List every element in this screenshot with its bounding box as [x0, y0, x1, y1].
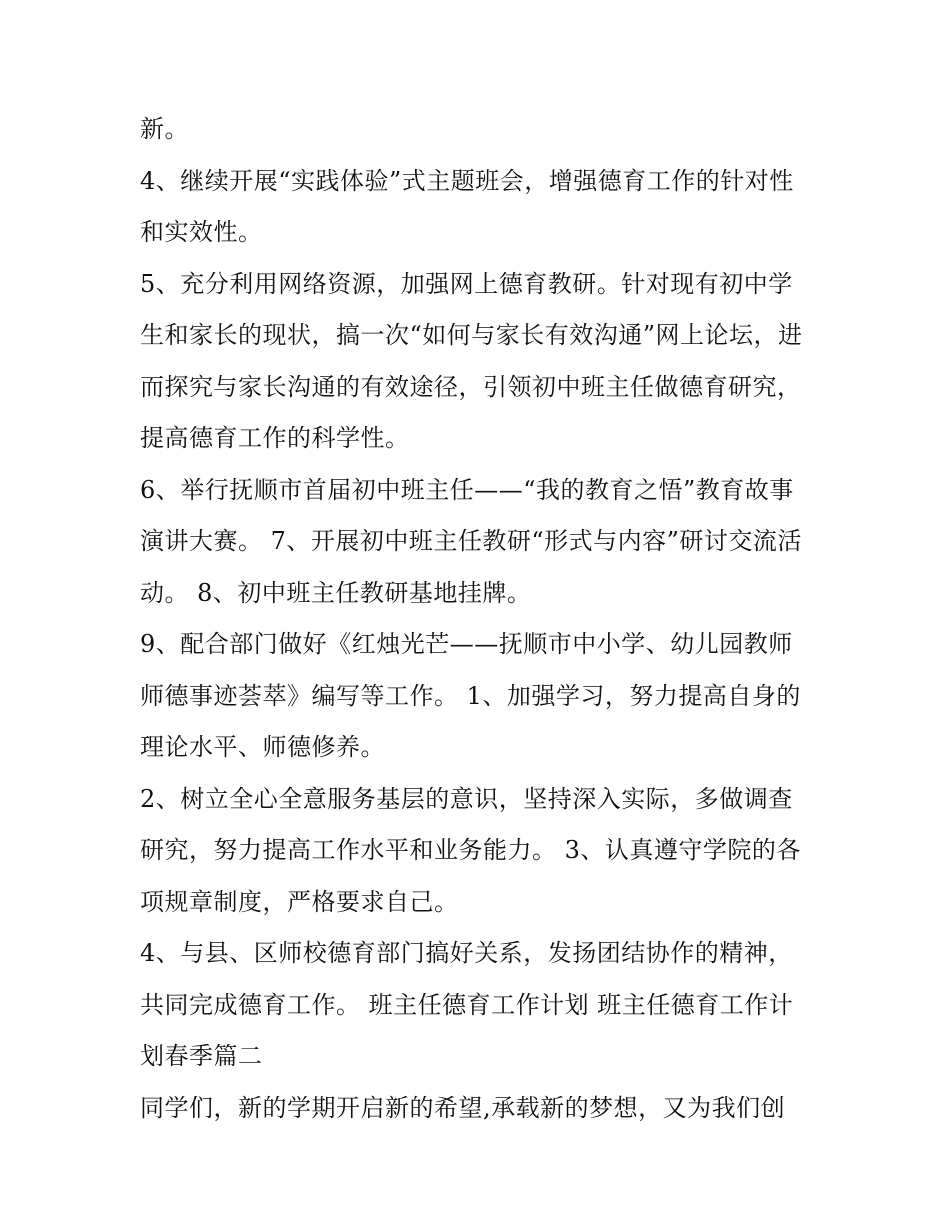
text-line: 共同完成德育工作。 班主任德育工作计划 班主任德育工作计 — [140, 990, 794, 1019]
text-line: 理论水平、师德修养。 — [140, 733, 385, 761]
text-line: 研究，努力提高工作水平和业务能力。 3、认真遵守学院的各 — [140, 836, 801, 864]
text-line: 9、配合部门做好《红烛光芒——抚顺市中小学、幼儿园教师 — [140, 630, 793, 658]
text-line: 和实效性。 — [140, 218, 263, 246]
text-line: 师德事迹荟萃》编写等工作。 1、加强学习，努力提高自身的 — [140, 681, 801, 710]
text-line: 新。 — [140, 115, 189, 143]
text-line: 动。 8、初中班主任教研基地挂牌。 — [140, 578, 532, 607]
text-line: 4、继续开展“实践体验”式主题班会，增强德育工作的针对性 — [140, 166, 794, 195]
text-line: 项规章制度，严格要求自己。 — [140, 887, 459, 916]
text-line: 5、充分利用网络资源，加强网上德育教研。针对现有初中学 — [140, 269, 793, 298]
text-line: 演讲大赛。 7、开展初中班主任教研“形式与内容”研讨交流活 — [140, 527, 802, 555]
document-body — [140, 108, 820, 1138]
text-line: 4、与县、区师校德育部门搞好关系，发扬团结协作的精神， — [140, 939, 793, 967]
text-line: 而探究与家长沟通的有效途径，引领初中班主任做德育研究， — [140, 372, 802, 401]
text-line: 生和家长的现状，搞一次“如何与家长有效沟通”网上论坛，进 — [140, 321, 803, 349]
text-line: 提高德育工作的科学性。 — [140, 424, 410, 452]
text-line: 同学们，新的学期开启新的希望,承载新的梦想，又为我们创 — [140, 1093, 786, 1122]
text-line: 2、树立全心全意服务基层的意识，坚持深入实际，多做调查 — [140, 784, 793, 813]
text-line: 6、举行抚顺市首届初中班主任——“我的教育之悟”教育故事 — [140, 475, 794, 504]
text-line: 划春季篇二 — [140, 1042, 263, 1070]
